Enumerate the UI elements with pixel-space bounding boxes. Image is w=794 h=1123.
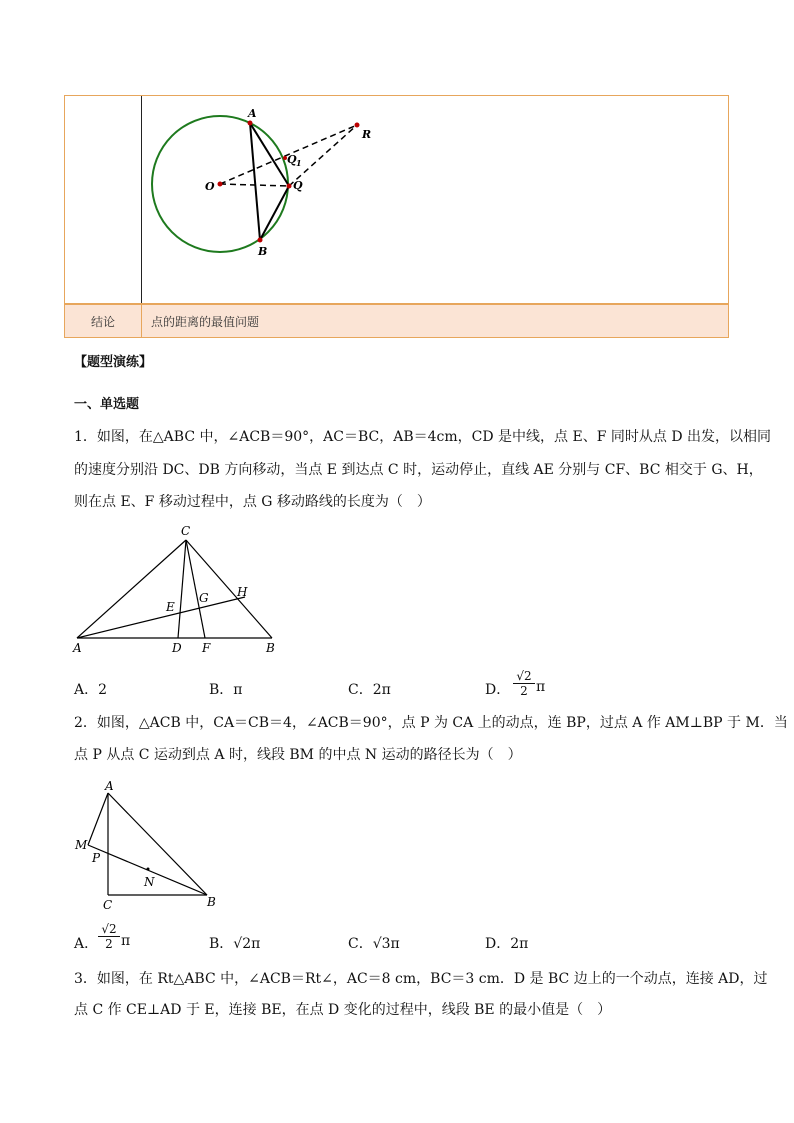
label-b2: B [207,895,216,909]
q2-option-a-suffix: π [121,933,131,949]
label-m: M [75,838,88,852]
label-b1: B [266,641,275,655]
label-q: Q [293,179,303,192]
label-r: R [362,128,372,141]
label-n: N [144,875,155,889]
q1-line3: 则在点 E、F 移动过程中，点 G 移动路线的长度为（ ） [74,494,431,510]
conclusion-text: 点的距离的最值问题 [151,315,260,329]
conclusion-row [65,303,728,337]
q2-option-a [74,933,98,953]
label-q1-sub: 1 [296,158,302,168]
label-a1: A [73,641,82,655]
label-a2: A [105,779,114,793]
conclusion-label: 结论 [90,315,115,329]
q2-line2: 点 P 从点 C 运动到点 A 时，线段 BM 的中点 N 运动的路径长为（ ） [74,747,522,763]
subsection-heading: 一、单选题 [74,397,140,412]
label-f: F [202,641,211,655]
q1-d-num: √2 [513,669,535,684]
q1-option-d [485,679,510,699]
label-p: P [92,851,101,865]
triangle-figure-2 [70,775,220,915]
triangle-figure-1 [68,520,288,660]
label-b: B [258,245,268,258]
row-divider [141,305,142,337]
circle-figure [140,100,400,270]
q2-option-b: B．√2π [209,936,261,952]
q1-line2: 的速度分别沿 DC、DB 方向移动，当点 E 到达点 C 时，运动停止，直线 AE 分别与 CF、BC 相交于 G、H， [74,462,763,478]
q3-line2: 点 C 作 CE⊥AD 于 E，连接 BE，在点 D 变化的过程中，线段 BE 的最小值是（ ） [74,1002,612,1018]
label-o: O [205,180,215,193]
q2-option-c: C．√3π [348,936,400,952]
q2-option-a-fraction [98,922,120,951]
label-q1: Q [287,153,297,166]
label-e: E [166,600,175,614]
q1-option-d-prefix: D． [485,682,511,698]
q1-option-c: C．2π [348,682,391,698]
q1-option-a: A．2 [74,682,108,698]
q3-line1: 3．如图，在 Rt△ABC 中，∠ACB＝Rt∠，AC＝8 cm，BC＝3 cm．D 是 BC 边上的一个动点，连接 AD，过 [74,971,768,987]
q1-option-d-suffix: π [536,679,546,695]
q1-d-den: 2 [520,684,528,698]
label-h: H [237,585,248,599]
q1-option-b: B．π [209,682,243,698]
q2-a-den: 2 [105,937,113,951]
q2-line1: 2．如图，△ACB 中，CA＝CB＝4，∠ACB＝90°，点 P 为 CA 上的动点，连 BP，过点 A 作 AM⊥BP 于 M．当 [74,715,788,731]
label-g: G [199,591,209,605]
q2-a-num: √2 [98,922,120,937]
label-c2: C [103,898,113,912]
label-a: A [248,107,257,120]
q2-option-a-prefix: A． [74,936,99,952]
q1-option-d-fraction [513,669,535,698]
label-d: D [172,641,182,655]
label-c: C [181,524,191,538]
section-heading: 【题型演练】 [74,355,153,370]
q2-option-d: D．2π [485,936,529,952]
q1-line1: 1．如图，在△ABC 中，∠ACB＝90°，AC＝BC，AB＝4cm，CD 是中线，点 E、F 同时从点 D 出发，以相同 [74,429,771,445]
